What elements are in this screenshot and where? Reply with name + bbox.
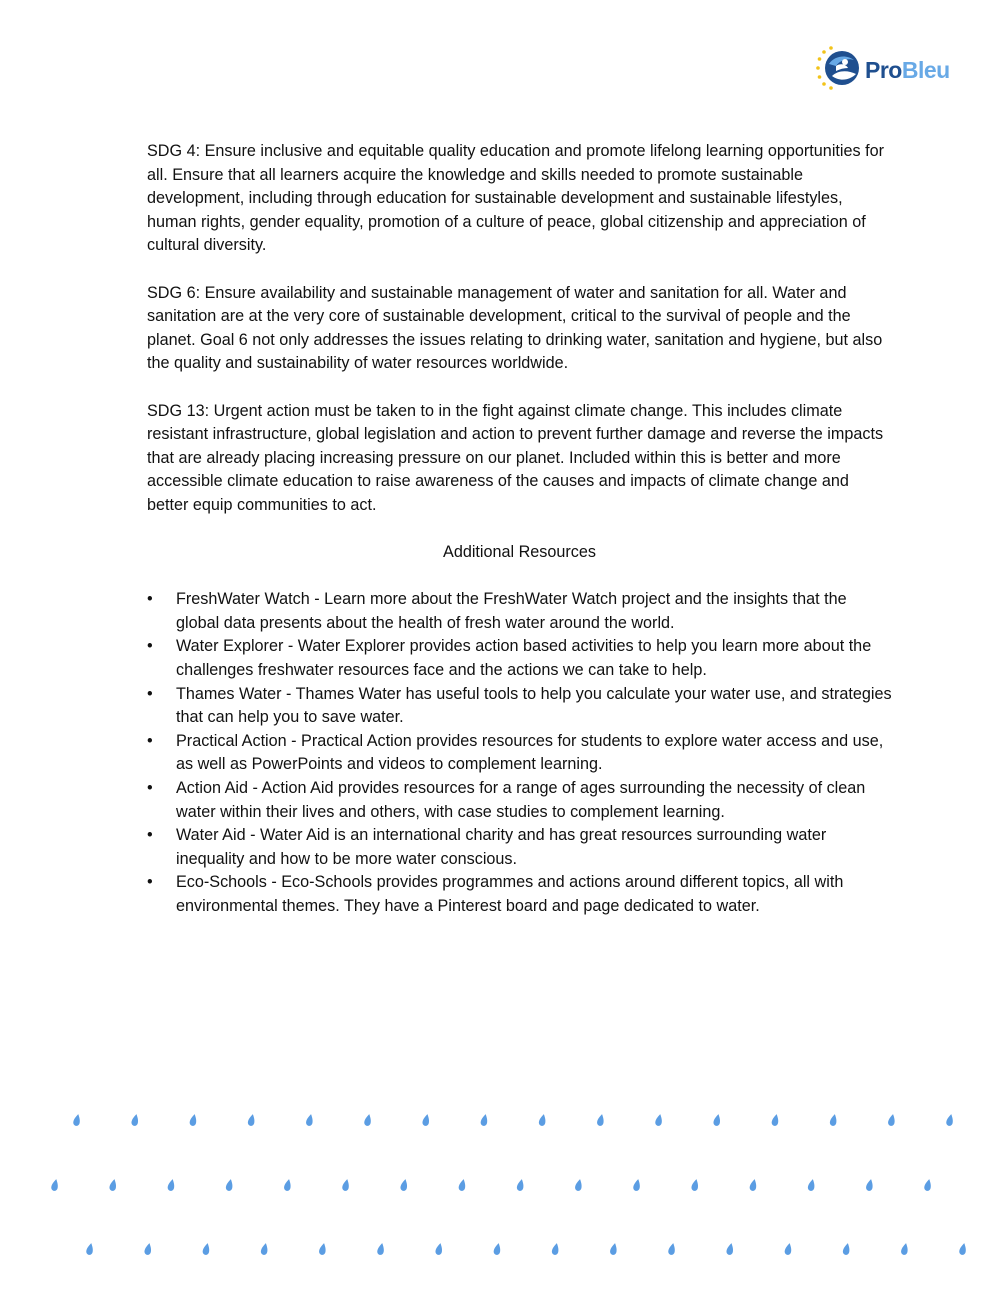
water-drop-icon: [691, 1178, 700, 1191]
water-drop-icon: [946, 1113, 955, 1126]
water-drop-icon: [596, 1113, 605, 1126]
resource-text: Practical Action - Practical Action provides resources for students to explore water access and use, as well as PowerPoints and videos to complement learning.: [176, 731, 884, 774]
bullet-icon: •: [147, 731, 153, 750]
water-drop-icon: [342, 1178, 351, 1191]
resource-text: FreshWater Watch - Learn more about the FreshWater Watch project and the insights that the global data presents about the health of fresh water around the world.: [176, 590, 847, 632]
water-drop-icon: [400, 1178, 409, 1191]
bullet-icon: •: [147, 873, 153, 892]
resource-text: Thames Water - Thames Water has useful tools to help you calculate your water use, and strategies that can help you to save water.: [176, 684, 892, 727]
probleu-logo-text: ProBleu: [865, 56, 950, 83]
water-drop-icon: [842, 1242, 851, 1255]
water-drop-icon: [167, 1178, 176, 1191]
resource-text: Action Aid - Action Aid provides resources for a range of ages surrounding the necessity of clean water within their lives and others, with case studies to complement learning.: [176, 779, 866, 821]
resource-item-eco-schools: [147, 871, 892, 918]
water-drop-icon: [807, 1178, 816, 1191]
bullet-icon: •: [147, 684, 153, 703]
water-drop-icon: [538, 1113, 547, 1126]
resource-item-freshwater-watch: [147, 588, 892, 635]
water-drop-icon: [655, 1113, 664, 1126]
bullet-icon: •: [147, 779, 153, 798]
sdg13-paragraph: SDG 13: Urgent action must be taken to in the fight against climate change. This includes climate resistant infrastructure, global legislation and action to prevent further damage and reverse the impacts that are already placing increasing pressure on our planet. Included within this is better and more accessible climate education to raise awareness of the causes and impacts of climate change and better equip communities to act.: [147, 401, 884, 514]
water-drop-icon: [225, 1178, 234, 1191]
water-drop-icon: [189, 1113, 198, 1126]
water-drop-icon: [144, 1242, 153, 1255]
water-drop-icon: [51, 1178, 60, 1191]
water-drop-icon: [247, 1113, 256, 1126]
water-drop-icon: [726, 1242, 735, 1255]
water-drop-icon: [924, 1178, 933, 1191]
bullet-icon: •: [147, 826, 153, 845]
water-drop-icon: [784, 1242, 793, 1255]
resource-item-water-explorer: [147, 635, 892, 682]
water-drop-icon: [377, 1242, 386, 1255]
probleu-logo: [812, 44, 950, 92]
water-drop-icon: [458, 1178, 467, 1191]
resource-text: Water Explorer - Water Explorer provides action based activities to help you learn more about the challenges freshwater resources face and the actions we can take to help.: [176, 637, 872, 680]
water-drop-icon: [749, 1178, 758, 1191]
water-drop-icon: [865, 1178, 874, 1191]
probleu-logo-icon: [812, 44, 862, 92]
bullet-icon: •: [147, 637, 153, 656]
water-drop-icon: [260, 1242, 269, 1255]
document-body: [147, 140, 892, 919]
water-drop-icon: [516, 1178, 525, 1191]
water-drop-icon: [668, 1242, 677, 1255]
water-drop-icon: [364, 1113, 373, 1126]
additional-resources-heading: Additional Resources: [443, 543, 596, 562]
water-drop-icon: [435, 1242, 444, 1255]
water-drop-icon: [771, 1113, 780, 1126]
water-drop-icon: [131, 1113, 140, 1126]
resource-item-thames-water: [147, 683, 892, 730]
resource-item-action-aid: [147, 777, 892, 824]
water-drop-icon: [493, 1242, 502, 1255]
resource-text: Eco-Schools - Eco-Schools provides programmes and actions around different topics, all with environmental themes. They have a Pinterest board and page dedicated to water.: [176, 873, 844, 915]
water-drop-icon: [422, 1113, 431, 1126]
water-drop-icon: [480, 1113, 489, 1126]
water-drop-icon: [73, 1113, 82, 1126]
water-drop-icon: [609, 1242, 618, 1255]
resource-item-practical-action: [147, 730, 892, 777]
water-drop-icon: [829, 1113, 838, 1126]
resource-item-water-aid: [147, 824, 892, 871]
water-drop-icon: [86, 1242, 95, 1255]
water-drop-icon: [574, 1178, 583, 1191]
resource-text: Water Aid - Water Aid is an international charity and has great resources surrounding water inequality and how to be more water conscious.: [176, 826, 827, 868]
resources-list: [147, 588, 892, 918]
water-drop-icon: [900, 1242, 909, 1255]
sdg6-paragraph: SDG 6: Ensure availability and sustainable management of water and sanitation for all. Water and sanitation are at the very core of sustainable development, critical to the survival of people and the planet. Goal 6 not only addresses the issues relating to drinking water, sanitation and hygiene, but also the quality and sustainability of water resources worldwide.: [147, 283, 883, 373]
water-drop-icon: [318, 1242, 327, 1255]
water-drop-icon: [959, 1242, 968, 1255]
water-drop-icon: [887, 1113, 896, 1126]
water-drop-icon: [713, 1113, 722, 1126]
water-drop-icon: [551, 1242, 560, 1255]
sdg4-paragraph: SDG 4: Ensure inclusive and equitable quality education and promote lifelong learning opportunities for all. Ensure that all learners acquire the knowledge and skills needed to promote sustainable development, including through education for sustainable development and sustainable lifestyles, human rights, gender equality, promotion of a culture of peace, global citizenship and appreciation of cultural diversity.: [147, 142, 884, 255]
water-drop-icon: [202, 1242, 211, 1255]
bullet-icon: •: [147, 590, 153, 609]
water-drop-icon: [109, 1178, 118, 1191]
water-drop-icon: [633, 1178, 642, 1191]
water-drop-icon: [305, 1113, 314, 1126]
water-drop-icon: [283, 1178, 292, 1191]
